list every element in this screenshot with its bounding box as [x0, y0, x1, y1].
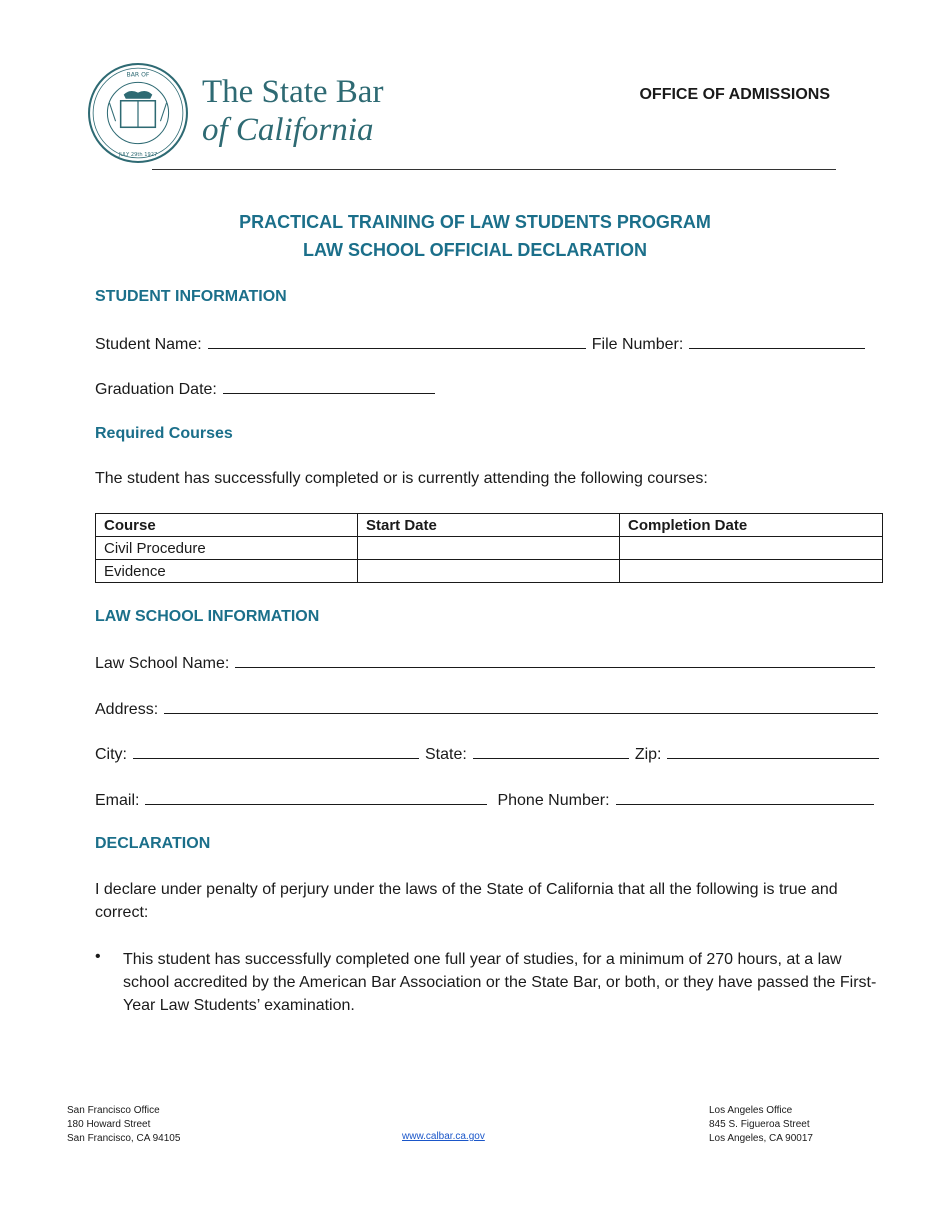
start-date-cell[interactable] [358, 537, 620, 560]
student-name-field[interactable] [208, 334, 586, 349]
file-number-field[interactable] [689, 334, 865, 349]
phone-number-label: Phone Number: [497, 792, 610, 809]
column-header-completion-date: Completion Date [620, 514, 883, 537]
graduation-date-field[interactable] [223, 379, 435, 394]
sf-office-city: San Francisco, CA 94105 [67, 1133, 181, 1144]
courses-intro: The student has successfully completed or is currently attending the following courses: [95, 470, 708, 487]
file-number-label: File Number: [591, 336, 684, 353]
title-line-1: PRACTICAL TRAINING OF LAW STUDENTS PROGRAM [239, 212, 711, 232]
sf-office-address [67, 1104, 180, 1146]
logo-line-2: of California [202, 112, 374, 148]
course-name-cell: Evidence [96, 560, 358, 583]
state-label: State: [425, 746, 467, 763]
declaration-bullet-1: This student has successfully completed one full year of studies, for a minimum of 270 hours, at a law school accredited by the American Bar Association or the State Bar, or both, or they have passed the First-Year Law Students’ examination. [123, 951, 877, 1014]
completion-date-cell[interactable] [620, 537, 883, 560]
student-name-row [95, 334, 865, 354]
sf-office-title: San Francisco Office [67, 1105, 160, 1116]
city-field[interactable] [133, 744, 419, 759]
course-name-cell: Civil Procedure [96, 537, 358, 560]
declaration-heading: DECLARATION [95, 835, 211, 852]
law-school-name-row [95, 653, 875, 673]
phone-number-field[interactable] [616, 790, 874, 805]
la-office-address [709, 1104, 813, 1146]
table-row [96, 537, 883, 560]
zip-field[interactable] [667, 744, 879, 759]
state-field[interactable] [473, 744, 629, 759]
column-header-course: Course [96, 514, 358, 537]
svg-text:BAR OF: BAR OF [126, 71, 150, 79]
email-phone-row [95, 790, 874, 810]
la-office-city: Los Angeles, CA 90017 [709, 1133, 813, 1144]
start-date-cell[interactable] [358, 560, 620, 583]
student-info-heading: STUDENT INFORMATION [95, 288, 287, 305]
address-label: Address: [95, 701, 159, 718]
column-header-start-date: Start Date [358, 514, 620, 537]
email-field[interactable] [145, 790, 487, 805]
svg-text:JULY 29th 1927: JULY 29th 1927 [118, 151, 158, 158]
state-bar-seal-logo [87, 62, 189, 164]
declaration-intro: I declare under penalty of perjury under the laws of the State of California that all the following is true and correct: [95, 881, 838, 921]
completion-date-cell[interactable] [620, 560, 883, 583]
la-office-street: 845 S. Figueroa Street [709, 1119, 810, 1130]
student-name-label: Student Name: [95, 336, 202, 353]
zip-label: Zip: [634, 746, 662, 763]
table-header-row [96, 514, 883, 537]
title-line-2: LAW SCHOOL OFFICIAL DECLARATION [303, 240, 647, 260]
graduation-date-row [95, 379, 435, 399]
la-office-title: Los Angeles Office [709, 1105, 793, 1116]
graduation-date-label: Graduation Date: [95, 381, 217, 398]
website-link[interactable]: www.calbar.ca.gov [402, 1131, 485, 1142]
bullet-icon: • [95, 948, 101, 965]
law-school-info-heading: LAW SCHOOL INFORMATION [95, 608, 320, 625]
address-row [95, 699, 878, 719]
office-label: OFFICE OF ADMISSIONS [639, 86, 830, 103]
required-courses-heading: Required Courses [95, 425, 233, 442]
sf-office-street: 180 Howard Street [67, 1119, 151, 1130]
logo-line-1: The State Bar [202, 74, 384, 110]
city-state-zip-row [95, 744, 879, 764]
courses-table [95, 513, 883, 583]
address-field[interactable] [164, 699, 878, 714]
email-label: Email: [95, 792, 140, 809]
header-divider [152, 169, 836, 170]
law-school-name-label: Law School Name: [95, 655, 230, 672]
city-label: City: [95, 746, 127, 763]
law-school-name-field[interactable] [235, 653, 875, 668]
table-row [96, 560, 883, 583]
